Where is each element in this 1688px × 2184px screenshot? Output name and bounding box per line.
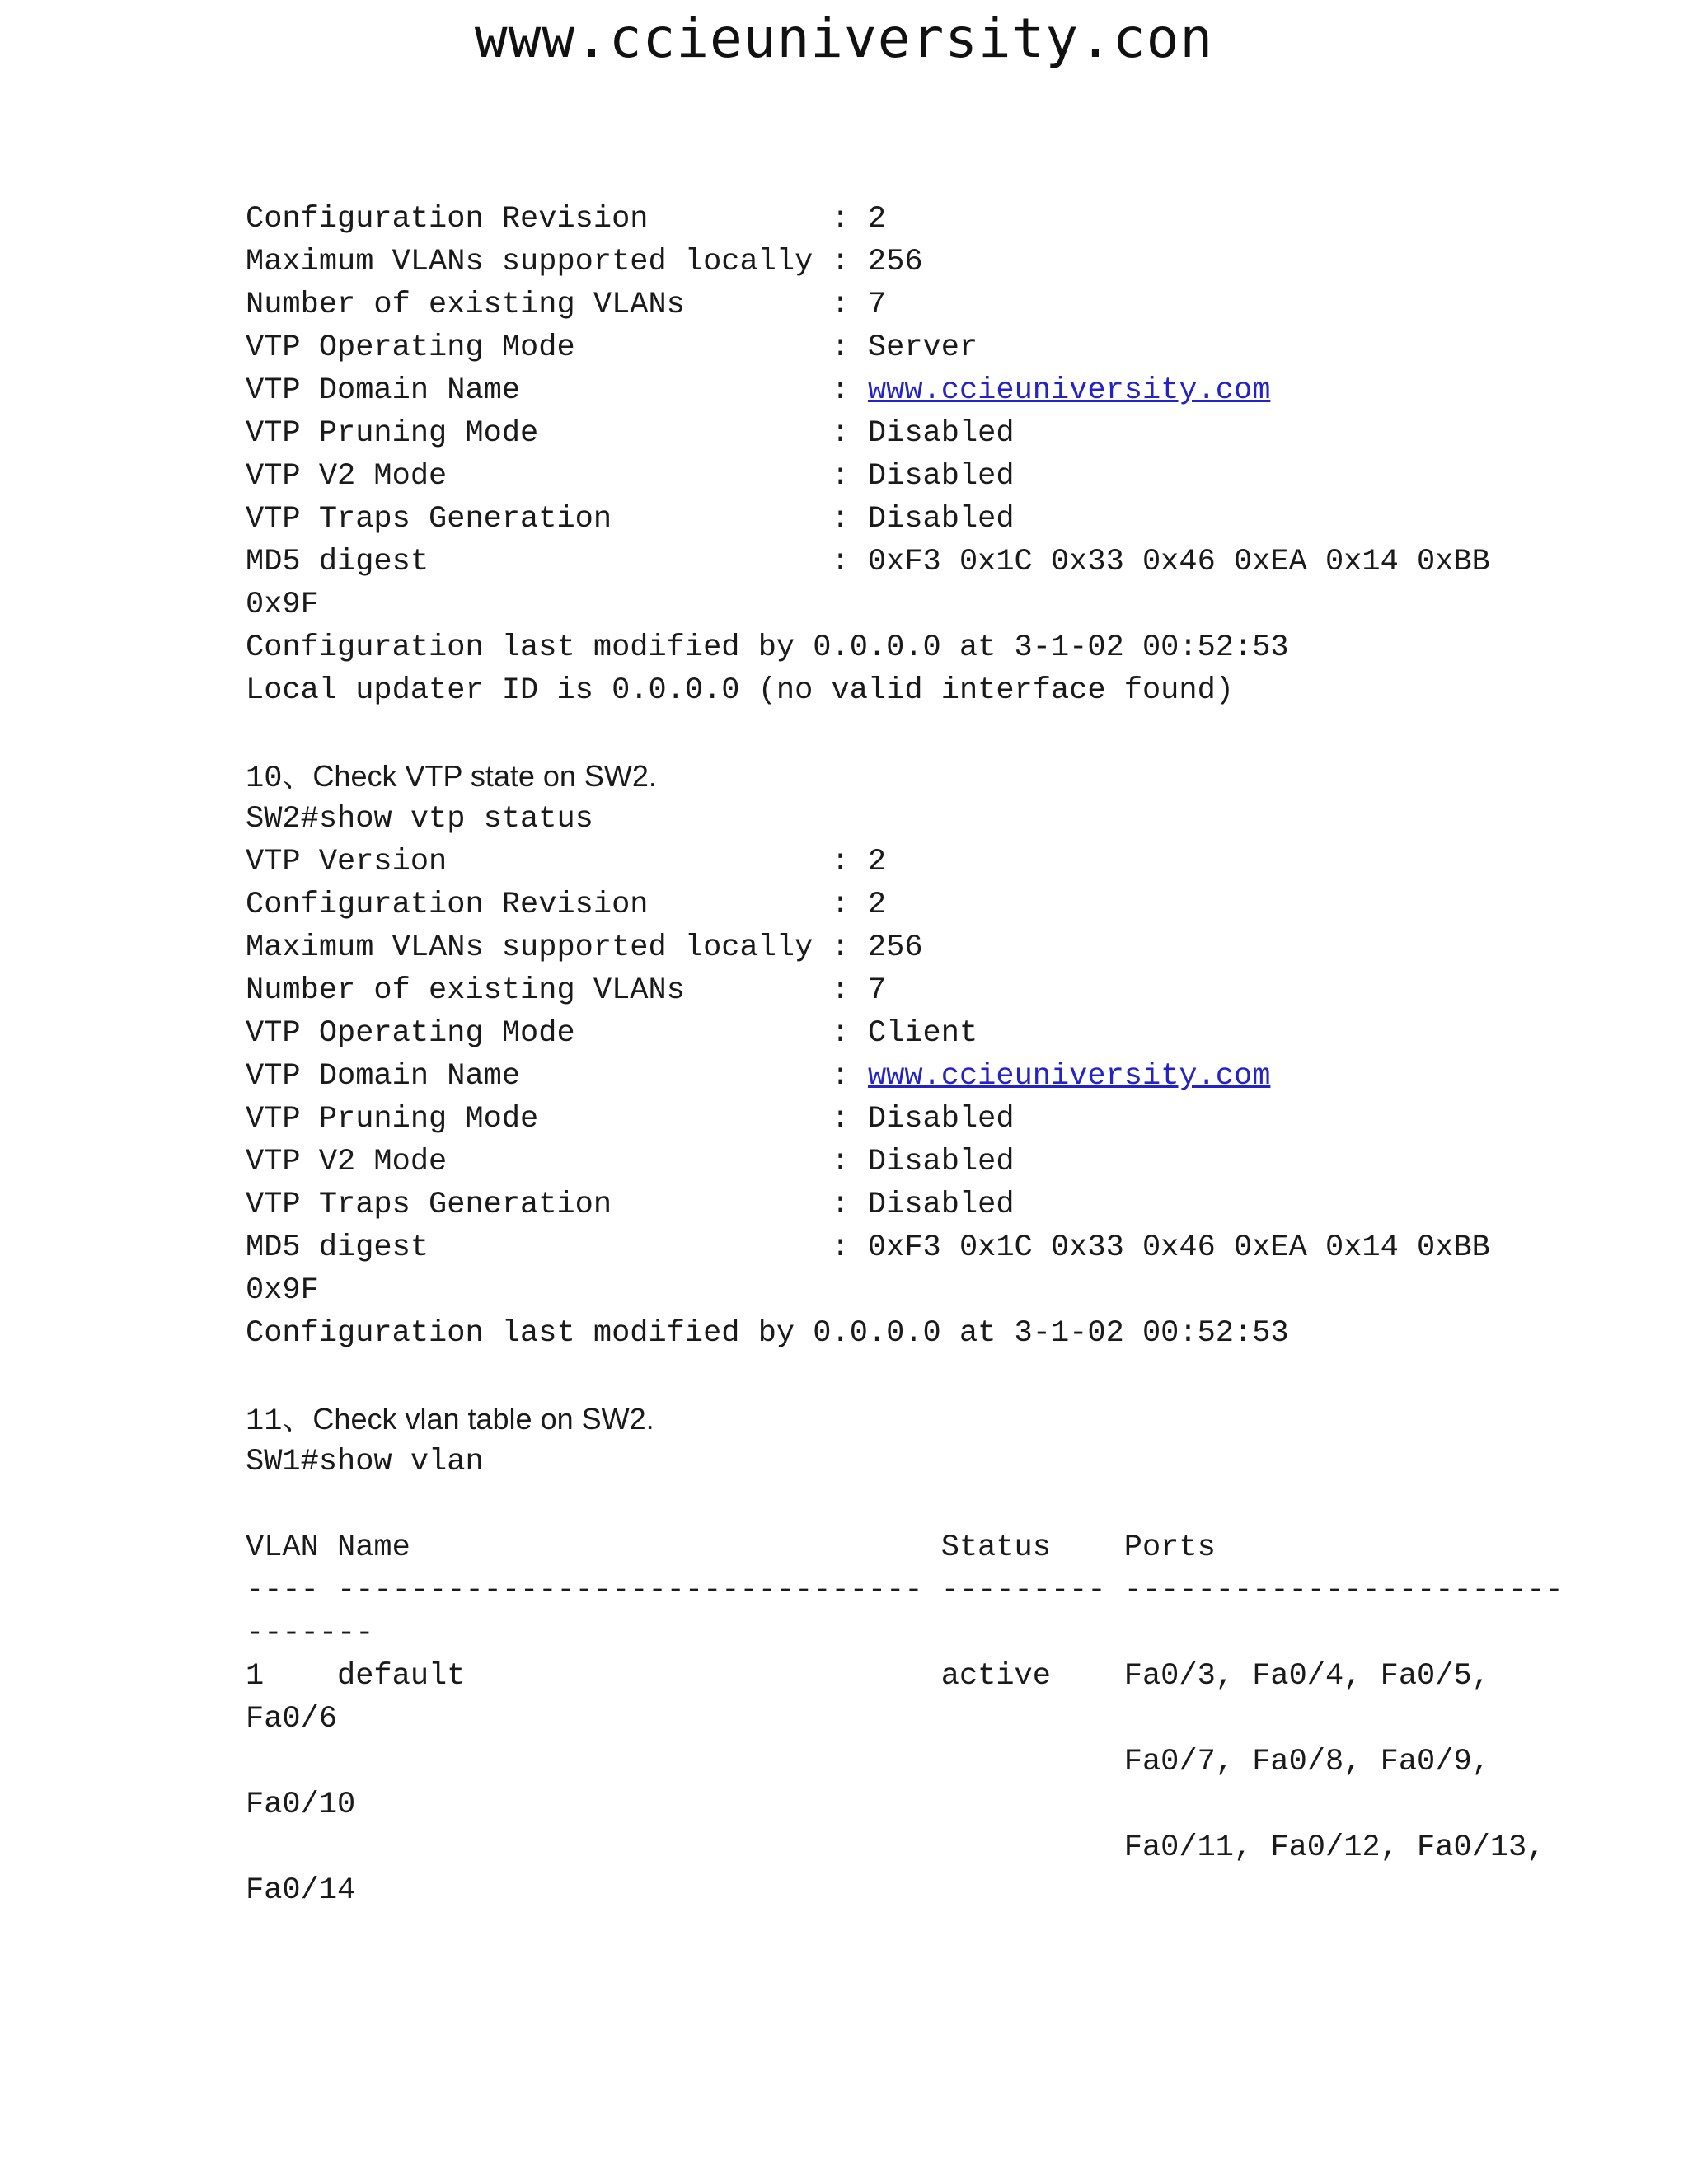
domain-name-line [246,369,1647,412]
page-header-site: www.ccieuniversity.con [474,7,1214,70]
output-line: MD5 digest : 0xF3 0x1C 0x33 0x46 0xEA 0x14 0xBB [246,1230,1490,1265]
vlan-table-row: 1 default active Fa0/3, Fa0/4, Fa0/5, [246,1659,1490,1694]
vlan-table-header: VLAN Name Status Ports [246,1530,1216,1565]
output-line: VTP Traps Generation : Disabled [246,502,1015,537]
command-line: SW1#show vlan [246,1445,484,1479]
output-line: Configuration Revision : 2 [246,202,887,237]
output-line: Number of existing VLANs : 7 [246,973,887,1008]
step-title: Check VTP state on SW2. [312,759,657,793]
output-line: VTP V2 Mode : Disabled [246,1145,1015,1179]
output-line: Configuration last modified by 0.0.0.0 at 3-1-02 00:52:53 [246,630,1289,665]
domain-name-link[interactable]: www.ccieuniversity.com [867,373,1271,408]
spacer [246,712,1647,755]
output-line: VTP Operating Mode : Client [246,1016,978,1051]
output-line: Configuration Revision : 2 [246,888,887,922]
output-line: VTP Pruning Mode : Disabled [246,1102,1015,1137]
domain-name-link[interactable]: www.ccieuniversity.com [867,1059,1271,1094]
vlan-table-row: Fa0/6 [246,1702,338,1736]
output-line: Number of existing VLANs : 7 [246,288,887,322]
step-number: 10、 [246,762,313,796]
output-line: Maximum VLANs supported locally : 256 [246,245,923,279]
output-line: VTP Pruning Mode : Disabled [246,416,1015,451]
step-title: Check vlan table on SW2. [312,1402,654,1436]
step-11 [246,1398,1647,1912]
output-line: VTP V2 Mode : Disabled [246,459,1015,494]
vlan-table-row: Fa0/10 [246,1788,356,1822]
output-line: 0x9F [246,1273,319,1308]
output-line: Local updater ID is 0.0.0.0 (no valid interface found) [246,673,1234,708]
output-line: Configuration last modified by 0.0.0.0 at 3-1-02 00:52:53 [246,1316,1289,1351]
spacer [246,1355,1647,1398]
output-line: VTP Operating Mode : Server [246,330,978,365]
document-body [246,198,1647,1912]
vlan-table-row: Fa0/11, Fa0/12, Fa0/13, [246,1830,1545,1865]
spacer [246,1483,1647,1526]
vlan-table-separator: ------- [246,1616,374,1651]
step-heading [246,1398,1647,1441]
step-number: 11、 [246,1404,313,1439]
output-line: VTP Traps Generation : Disabled [246,1188,1015,1222]
vlan-table-row: Fa0/14 [246,1873,356,1908]
output-line: Maximum VLANs supported locally : 256 [246,930,923,965]
output-line: 0x9F [246,588,319,622]
command-line: SW2#show vtp status [246,802,593,837]
step-heading [246,755,1647,798]
output-line: VTP Version : 2 [246,845,887,879]
domain-name-line [246,1055,1647,1098]
step-10 [246,755,1647,1355]
vlan-table-separator: ---- -------------------------------- --------- ------------------------ [246,1573,1564,1608]
output-line: MD5 digest : 0xF3 0x1C 0x33 0x46 0xEA 0x14 0xBB [246,545,1490,579]
vtp-status-sw1 [246,198,1647,712]
domain-name-label: VTP Domain Name : [246,373,868,408]
vlan-table-row: Fa0/7, Fa0/8, Fa0/9, [246,1745,1490,1779]
domain-name-label: VTP Domain Name : [246,1059,868,1094]
